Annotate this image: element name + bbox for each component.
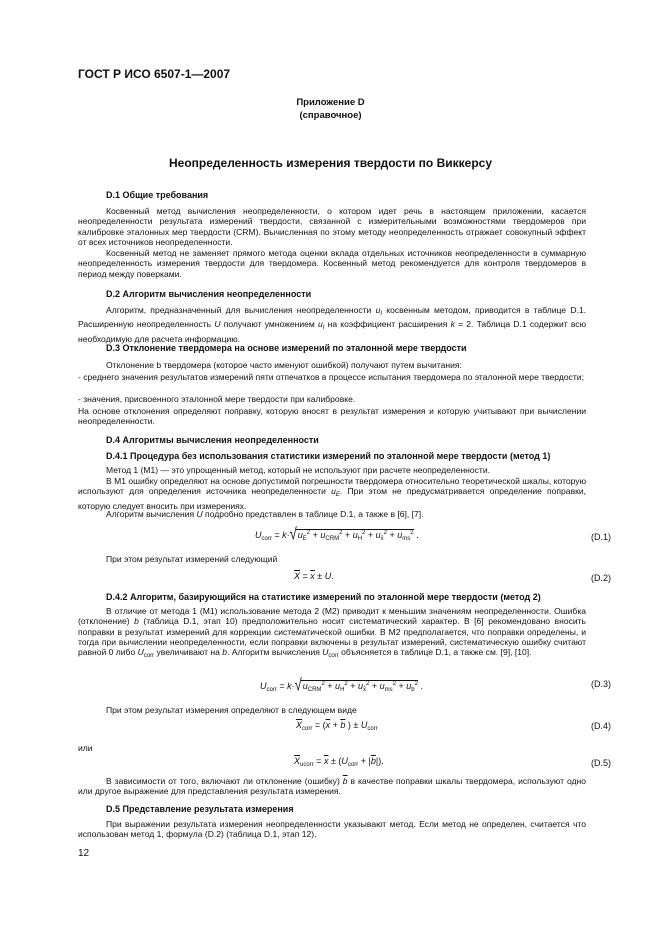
heading-d41: D.4.1 Процедура без использования статистики измерений по эталонной мере твердости (метод 1) [106, 451, 551, 461]
equation-number: (D.2) [591, 573, 611, 583]
equation-number: (D.1) [591, 532, 611, 542]
formula-d1: $U_{corr} = k\cdot√u_E^2 + u_{CRM}^2 + u_H^2 + u_{x̄}^2 + u_{ms}^2$ . [255, 523, 419, 544]
list-item: - среднего значения результатов измерений пяти отпечатков в процессе испытания твердомера по эталонной мере твердости; [78, 372, 584, 382]
paragraph: При этом результат измерений следующий [106, 554, 278, 564]
paragraph: Алгоритм вычисления U подробно представлен в таблице D.1, а также в [6], [7]. [106, 509, 424, 519]
paragraph: Косвенный метод не заменяет прямого метода оценки вклада отдельных источников неопределенности в суммарную неопределенность измерения твердости для твердомера. Косвенный метод рекомендуется для контроля твердомеров в период между поверками. [78, 248, 586, 279]
formula-d5: $\overline{X}_{ucorr} = \overline{x} \pm (U_{corr} + |\overline{b}|)$. [294, 756, 384, 768]
heading-d3: D.3 Отклонение твердомера на основе измерений по эталонной мере твердости [106, 343, 467, 353]
heading-d4: D.4 Алгоритмы вычисления неопределенности [106, 435, 319, 445]
page-header: ГОСТ Р ИСО 6507-1—2007 [78, 67, 231, 81]
paragraph: Косвенный метод вычисления неопределенности, о котором идет речь в настоящем приложении, касается неопределенности результата измерений твердости, связанной с измерительными возможностями твердомеров при калибровке эталонных мер твердости (CRM). Вычисленная по этому методу неопределенность отражает совокупный эффект от всех источников неопределенности. [78, 206, 586, 247]
paragraph: При выражении результата измерения неопределенности указывают метод. Если метод не определен, считается что использован метод 1, формула (D.2) (таблица D.1, этап 12). [78, 819, 586, 840]
annex-type: (справочное) [299, 110, 362, 121]
formula-d2: $\overline{X} = \overline{x} \pm U$. [294, 571, 334, 581]
heading-d2: D.2 Алгоритм вычисления неопределенности [106, 289, 312, 299]
paragraph: Метод 1 (М1) — это упрощенный метод, который не используют при расчете неопределенности. [106, 465, 490, 475]
heading-d5: D.5 Представление результата измерения [106, 804, 294, 814]
section-title: Неопределенность измерения твердости по Виккерсу [168, 156, 492, 170]
equation-number: (D.4) [591, 721, 611, 731]
page-number: 12 [78, 848, 90, 859]
list-item: - значения, присвоенного эталонной мере твердости при калибровке. [78, 394, 356, 404]
connector-word: или [78, 743, 93, 753]
paragraph: Отклонение b твердомера (которое часто именуют ошибкой) получают путем вычитания: [106, 360, 462, 370]
paragraph: На основе отклонения определяют поправку, которую вносят в результат измерения и которую учитывают при вычислении неопределенности. [78, 406, 586, 427]
formula-d3: $U_{corr} = k\cdot√u_{CRM}^2 + u_H^2 + u_{x̄}^2 + u_{ms}^2 + u_b^2$ . [260, 674, 423, 695]
heading-d42: D.4.2 Алгоритм, базирующийся на статистике измерений по эталонной мере твердости (метод 2) [106, 592, 541, 602]
annex-label: Приложение D [296, 97, 365, 108]
paragraph: В М1 ошибку определяют на основе допустимой погрешности твердомера относительно теоретической шкалы, которую используют для определения источника неопределенности $u_E$. При этом не предусматривается определение поправки, которую следует вносить при измерениях. [78, 476, 586, 511]
paragraph: В отличие от метода 1 (М1) использование метода 2 (М2) приводит к меньшим значениям неопределенности. Ошибка (отклонение) b (таблица D.1, этап 10) предположительно носит систематический характер. В [6] рекомендовано вносить поправки в результат измерений для коррекции систематической ошибки. В М2 предполагается, что поправки определены, и тогда при вычислении неопределенности, если поправки включены в результат измерений, систематическую ошибку считают равной 0 либо $U_{corr}$ увеличивают на b. Алгоритм вычисления $U_{corr}$ объясняется в таблице D.1, а также см. [9], [10]. [78, 606, 586, 660]
heading-d1: D.1 Общие требования [106, 190, 209, 200]
paragraph: Алгоритм, предназначенный для вычисления неопределенности $u_I$ косвенным методом, приводится в таблице D.1. Расширенную неопределенность U получают умножением $u_I$ на коэффициент расширения k = 2. Таблица D.1 содержит всю необходимую для расчета информацию. [78, 305, 586, 344]
equation-number: (D.3) [591, 679, 611, 689]
equation-number: (D.5) [591, 758, 611, 768]
formula-d4: $\overline{X}_{corr} = (\overline{x} + \overline{b}$ ) ± $U_{corr}$ [296, 720, 378, 732]
paragraph: При этом результат измерения определяют в следующем виде [106, 705, 357, 715]
paragraph: В зависимости от того, включают ли отклонение (ошибку) $\overline{b}$ в качестве поправки шкалы твердомера, используют одно или другое выражение для представления результата измерения. [78, 776, 586, 797]
